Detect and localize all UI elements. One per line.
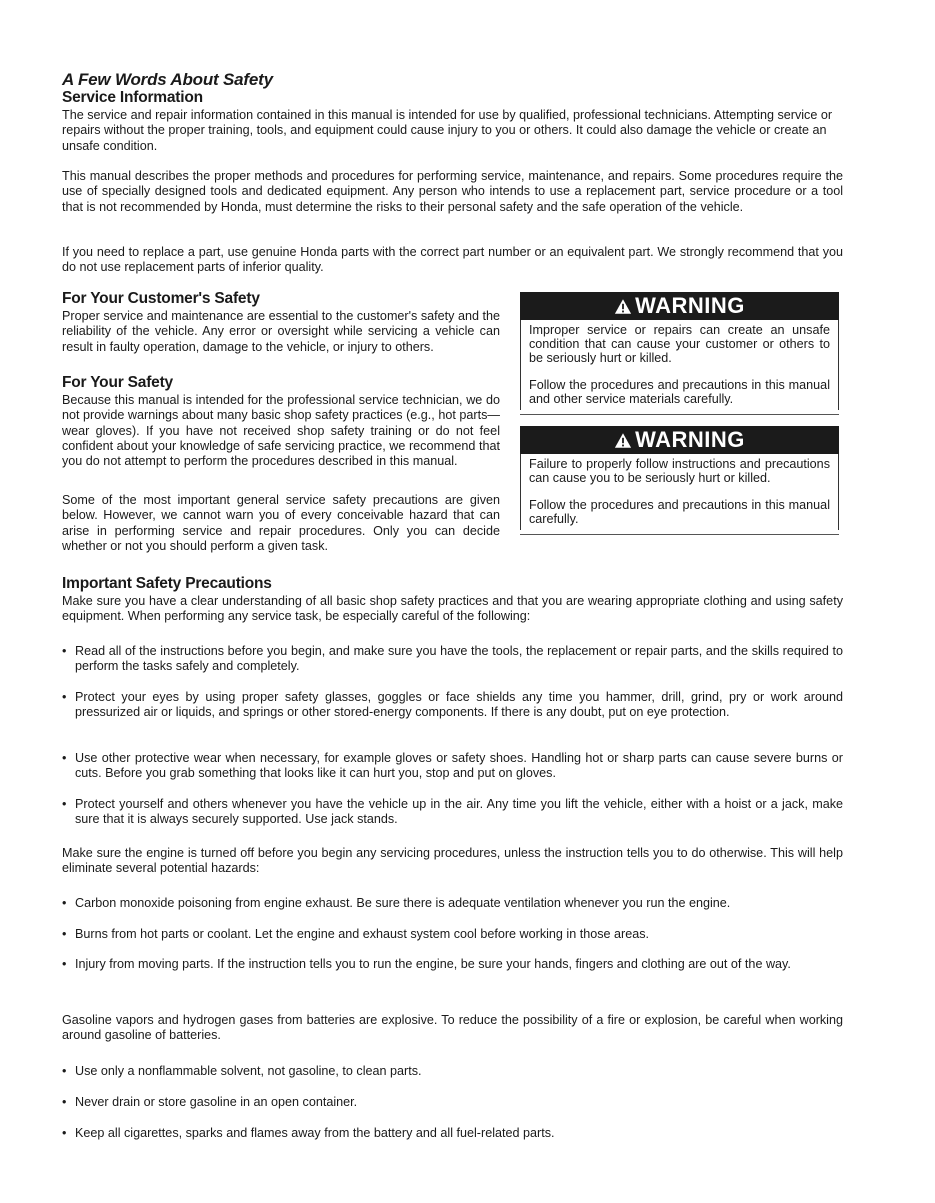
warning-label: WARNING (635, 293, 745, 318)
engine-intro: Make sure the engine is turned off before you begin any servicing procedures, unless the instruction tells you to do otherwise. This will help eliminate several potential hazards: (62, 846, 843, 876)
warning-box-rule (520, 410, 839, 415)
gasoline-list (62, 1126, 843, 1141)
customer-safety-heading: For Your Customer's Safety (62, 290, 260, 307)
warning-triangle-icon (614, 432, 632, 449)
page-title: A Few Words About Safety (62, 70, 273, 89)
engine-hazards-list (62, 927, 843, 942)
warning-text: Improper service or repairs can create an unsafe condition that can cause your customer or others to be seriously hurt or killed. (529, 323, 830, 365)
engine-hazards-list (62, 896, 843, 911)
warning-text: Follow the procedures and precautions in this manual and other service materials carefully. (529, 378, 830, 406)
list-item: • Protect yourself and others whenever you have the vehicle up in the air. Any time you lift the vehicle, either with a hoist or a jack, make sure that it is always securely supported. Use jack stands. (62, 797, 843, 828)
warning-triangle-icon (614, 298, 632, 315)
list-item: • Protect your eyes by using proper safety glasses, goggles or face shields any time you hammer, drill, grind, pry or work around pressurized air or liquids, and springs or other stored-energy components. If there is any doubt, put on eye protection. (62, 690, 843, 721)
list-item: • Use other protective wear when necessary, for example gloves or safety shoes. Handling hot or sharp parts can cause severe burns or cuts. Before you grab something that looks like it can hurt you, stop and put on gloves. (62, 751, 843, 782)
warning-label: WARNING (635, 427, 745, 452)
list-item: • Use only a nonflammable solvent, not gasoline, to clean parts. (62, 1064, 843, 1079)
service-info-paragraph-1: The service and repair information contained in this manual is intended for use by qualified, professional technicians. Attempting service or repairs without the proper training, tools, and equipment could cause injury to you or others. It could also damage the vehicle or create an unsafe condition. (62, 108, 833, 153)
gasoline-list (62, 1064, 843, 1079)
your-safety-paragraph-1: Because this manual is intended for the professional service technician, we do not provide warnings about many basic shop safety practices (e.g., hot parts—wear gloves). If you have not received shop safety training or do not feel confident about your knowledge of safe servicing practice, we recommend that you do not attempt to perform the procedures described in this manual. (62, 393, 500, 469)
warning-box-2 (520, 426, 839, 535)
gasoline-intro: Gasoline vapors and hydrogen gases from batteries are explosive. To reduce the possibility of a fire or explosion, be careful when working around gasoline of batteries. (62, 1013, 843, 1043)
your-safety-paragraph-2: Some of the most important general service safety precautions are given below. However, we cannot warn you of every conceivable hazard that can arise in performing service and repair procedures. Only you can decide whether or not you should perform a given task. (62, 493, 500, 553)
precautions-intro: Make sure you have a clear understanding of all basic shop safety practices and that you are wearing appropriate clothing and using safety equipment. When performing any service task, be especially careful of the following: (62, 594, 843, 624)
precautions-list (62, 797, 843, 828)
list-item: • Injury from moving parts. If the instruction tells you to run the engine, be sure your hands, fingers and clothing are out of the way. (62, 957, 843, 972)
warning-text: Follow the procedures and precautions in this manual carefully. (529, 498, 830, 526)
list-item: • Carbon monoxide poisoning from engine exhaust. Be sure there is adequate ventilation whenever you run the engine. (62, 896, 843, 911)
engine-hazards-list (62, 957, 843, 972)
your-safety-heading: For Your Safety (62, 374, 173, 391)
warning-box-1 (520, 292, 839, 415)
precautions-list (62, 751, 843, 782)
customer-safety-paragraph: Proper service and maintenance are essential to the customer's safety and the reliability of the vehicle. Any error or oversight while servicing a vehicle can result in faulty operation, damage to the vehicle, or injury to others. (62, 309, 500, 354)
service-info-paragraph-2: This manual describes the proper methods and procedures for performing service, maintenance, and repairs. Some procedures require the use of specially designed tools and dedicated equipment. Any person who intends to use a replacement part, service procedure or a tool that is not recommended by Honda, must determine the risks to their personal safety and the safe operation of the vehicle. (62, 169, 843, 214)
list-item: • Read all of the instructions before you begin, and make sure you have the tools, the replacement or repair parts, and the skills required to perform the tasks safely and completely. (62, 644, 843, 675)
warning-header (520, 426, 839, 454)
list-item: • Keep all cigarettes, sparks and flames away from the battery and all fuel-related parts. (62, 1126, 843, 1141)
gasoline-list (62, 1095, 843, 1110)
precautions-list (62, 644, 843, 675)
precautions-list (62, 690, 843, 721)
warning-body (520, 454, 839, 530)
list-item: • Never drain or store gasoline in an open container. (62, 1095, 843, 1110)
warning-text: Failure to properly follow instructions and precautions can cause you to be seriously hurt or killed. (529, 457, 830, 485)
safety-precautions-heading: Important Safety Precautions (62, 575, 272, 592)
service-information-heading: Service Information (62, 89, 203, 106)
warning-body (520, 320, 839, 410)
warning-box-rule (520, 530, 839, 535)
warning-header (520, 292, 839, 320)
service-info-paragraph-3: If you need to replace a part, use genuine Honda parts with the correct part number or an equivalent part. We strongly recommend that you do not use replacement parts of inferior quality. (62, 245, 843, 275)
list-item: • Burns from hot parts or coolant. Let the engine and exhaust system cool before working in those areas. (62, 927, 843, 942)
